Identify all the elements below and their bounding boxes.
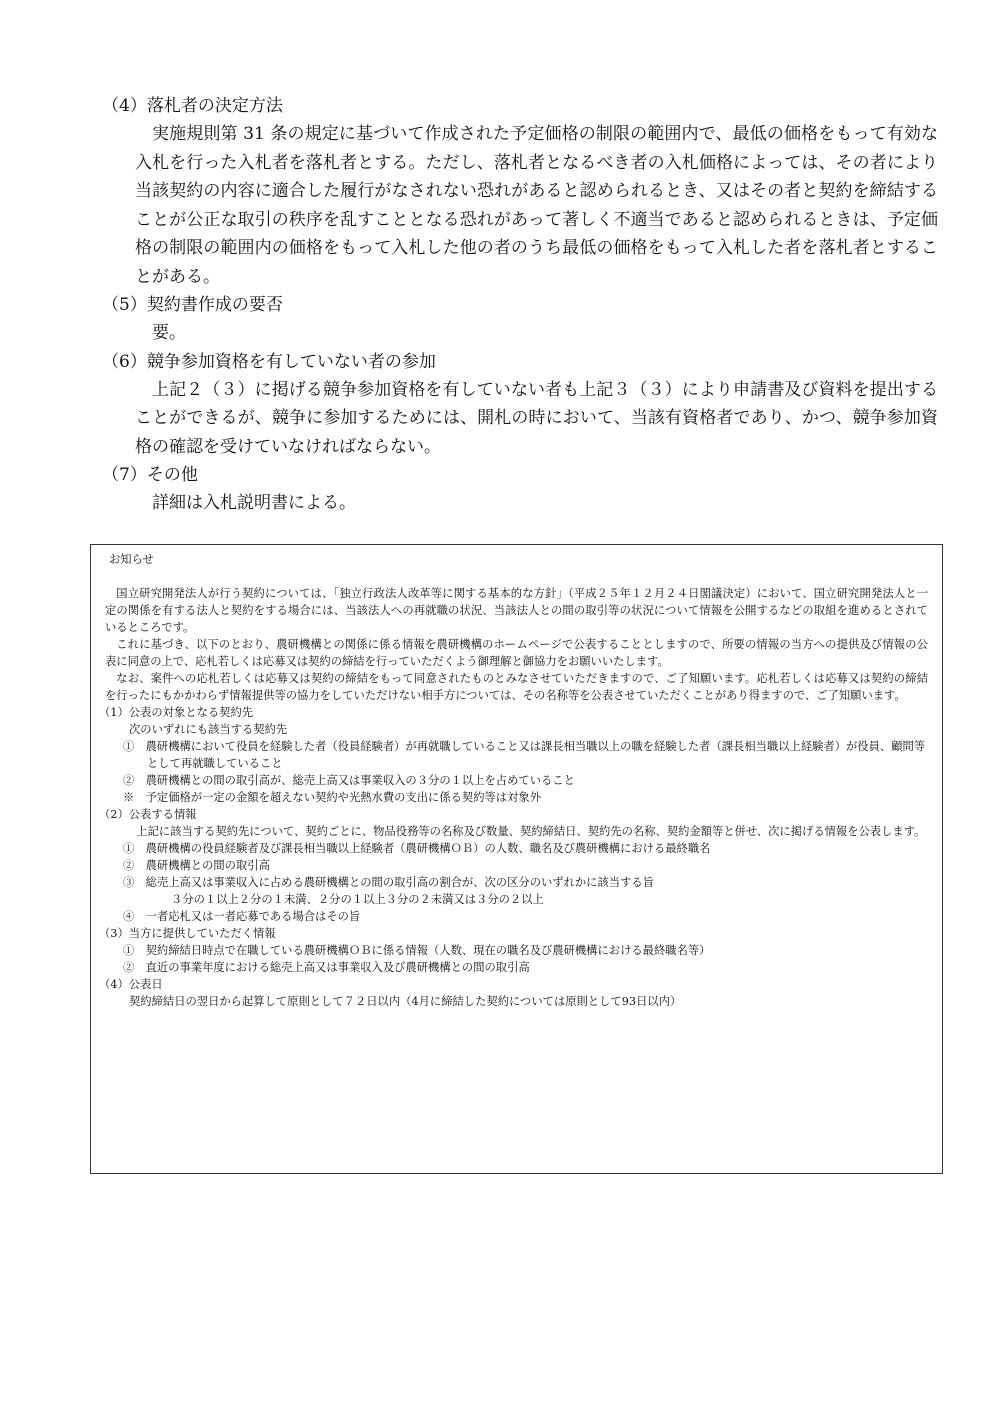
notice-list-item: ※ 予定価格が一定の金額を超えない契約や光熱水費の支出に係る契約等は対象外 [123, 791, 541, 804]
section-heading-4: （4）落札者の決定方法 [102, 96, 283, 116]
section-body-4: 実施規則第 31 条の規定に基づいて作成された予定価格の制限の範囲内で、最低の価格をもって有効な入札を行った入札者を落札者とする。ただし、落札者となるべき者の入札価格によっては、その者により当該契約の内容に適合した履行がなされない恐れがあると認められるとき、又はその者と契約を締結することが公正な取引の秩序を乱すこととなる恐れがあって著しく不適当であると認められるときは、予定価格の制限の範囲内の価格をもって入札した他の者のうち最低の価格をもって入札した者を落札者とすることがある。 [135, 124, 938, 287]
notice-heading-2: （2）公表する情報 [99, 808, 197, 821]
notice-list-item: ① 契約締結日時点で在職している農研機構ＯＢに係る情報（人数、現在の職名及び農研機構における最終職名等） [123, 944, 711, 957]
section-heading-5: （5）契約書作成の要否 [102, 295, 283, 315]
notice-paragraph: 国立研究開発法人が行う契約については、「独立行政法人改革等に関する基本的な方針」（平成２５年１２月２４日閣議決定）において、国立研究開発法人と一定の関係を有する法人と契約をする場合には、当該法人への再就職の状況、当該法人との間の取引等の状況について情報を公開するなどの取組を進めるとされているところです。 [105, 587, 928, 634]
notice-list-item: ② 農研機構との間の取引高が、総売上高又は事業収入の３分の１以上を占めていること [123, 774, 575, 787]
notice-title: お知らせ [109, 553, 154, 566]
section-heading-6: （6）競争参加資格を有していない者の参加 [102, 351, 436, 372]
notice-list-item-detail: ３分の１以上２分の１未満、２分の１以上３分の２未満又は３分の２以上 [171, 893, 544, 906]
notice-paragraph: なお、案件への応札若しくは応募又は契約の締結をもって同意されたものとみなさせていただきますので、ご了知願います。応札若しくは応募又は契約の締結を行ったにもかかわらず情報提供等の協力をしていただけない相手方については、その名称等を公表させていただくことがあり得ますので、ご了知願います。 [105, 672, 928, 702]
section-body-5: 要。 [152, 323, 186, 343]
section-body-6: 上記２（３）に掲げる競争参加資格を有していない者も上記３（３）により申請書及び資料を提出することができるが、競争に参加するためには、開札の時において、当該有資格者であり、かつ、競争参加資格の確認を受けていなければならない。 [135, 379, 938, 457]
notice-heading-4: （4）公表日 [99, 978, 163, 991]
notice-list-item: ② 農研機構との間の取引高 [123, 859, 270, 872]
notice-box [90, 544, 943, 1174]
notice-body-4: 契約締結日の翌日から起算して原則として７２日以内（4月に締結した契約については原則として93日以内） [129, 995, 682, 1008]
section-body-7: 詳細は入札説明書による。 [152, 493, 356, 513]
section-heading-7: （7）その他 [102, 465, 198, 485]
bid-conditions [102, 92, 938, 518]
notice-list-item: ① 農研機構において役員を経験した者（役員経験者）が再就職していること又は課長相当職以上の職を経験した者（課長相当職以上経験者）が役員、顧問等として再就職していること [123, 740, 926, 770]
notice-sub-1: 次のいずれにも該当する契約先 [129, 723, 288, 736]
notice-list-item: ④ 一者応札又は一者応募である場合はその旨 [123, 910, 361, 923]
notice-heading-3: （3）当方に提供していただく情報 [99, 927, 276, 940]
notice-list-item: ② 直近の事業年度における総売上高又は事業収入及び農研機構との間の取引高 [123, 961, 530, 974]
notice-list-item: ① 農研機構の役員経験者及び課長相当職以上経験者（農研機構ＯＢ）の人数、職名及び農研機構における最終職名 [123, 842, 711, 855]
notice-sub-2: 上記に該当する契約先について、契約ごとに、物品役務等の名称及び数量、契約締結日、契約先の名称、契約金額等と併せ、次に掲げる情報を公表します。 [136, 825, 926, 838]
notice-list-item: ③ 総売上高又は事業収入に占める農研機構との間の取引高の割合が、次の区分のいずれかに該当する旨 [123, 876, 654, 889]
notice-heading-1: （1）公表の対象となる契約先 [99, 706, 254, 719]
notice-paragraph: これに基づき、以下のとおり、農研機構との関係に係る情報を農研機構のホームページで公表することとしますので、所要の情報の当方への提供及び情報の公表に同意の上で、応札若しくは応募又は契約の締結を行っていただくよう御理解と御協力をお願いいたします。 [105, 638, 928, 668]
